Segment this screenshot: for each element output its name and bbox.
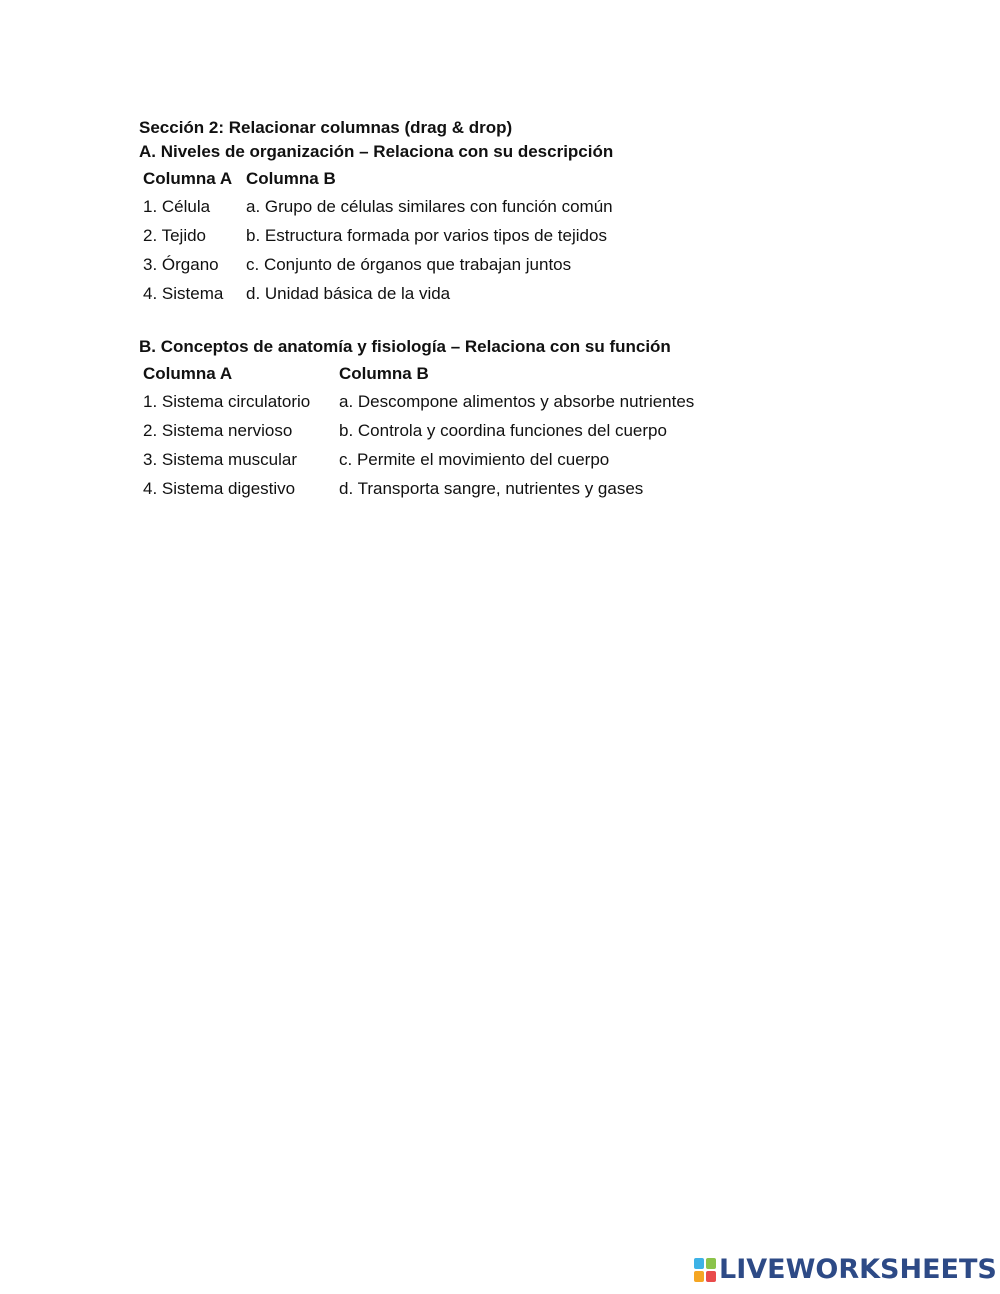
table-row: [139, 474, 698, 503]
column-a-item[interactable]: 2. Sistema nervioso: [143, 421, 293, 440]
table-row: [139, 221, 617, 250]
section-title: Sección 2: Relacionar columnas (drag & drop): [139, 118, 513, 137]
column-b-header: Columna B: [339, 364, 429, 383]
part-a-table: [139, 166, 617, 308]
table-row: [139, 279, 617, 308]
column-a-item[interactable]: 1. Sistema circulatorio: [143, 392, 311, 411]
table-header-row: [139, 361, 698, 387]
table-row: [139, 250, 617, 279]
table-row: [139, 416, 698, 445]
table-header-row: [139, 166, 617, 192]
column-a-item[interactable]: 1. Célula: [143, 197, 211, 216]
column-a-item[interactable]: 3. Órgano: [143, 255, 219, 274]
logo-tile: [706, 1271, 716, 1282]
column-a-item[interactable]: 4. Sistema digestivo: [143, 479, 296, 498]
column-b-item[interactable]: d. Unidad básica de la vida: [246, 284, 451, 303]
column-b-item[interactable]: b. Controla y coordina funciones del cuerpo: [339, 421, 667, 440]
column-b-item[interactable]: b. Estructura formada por varios tipos de tejidos: [246, 226, 607, 245]
table-row: [139, 387, 698, 416]
column-a-header: Columna A: [143, 169, 233, 188]
column-b-item[interactable]: a. Grupo de células similares con función común: [246, 197, 613, 216]
column-b-item[interactable]: c. Conjunto de órganos que trabajan juntos: [246, 255, 572, 274]
column-b-item[interactable]: a. Descompone alimentos y absorbe nutrientes: [339, 392, 695, 411]
part-b-title: B. Conceptos de anatomía y fisiología – Relaciona con su función: [139, 337, 671, 356]
column-a-item[interactable]: 3. Sistema muscular: [143, 450, 297, 469]
column-b-item[interactable]: d. Transporta sangre, nutrientes y gases: [339, 479, 644, 498]
column-a-item[interactable]: 2. Tejido: [143, 226, 207, 245]
logo-tile: [706, 1258, 716, 1269]
part-b-table: [139, 361, 698, 503]
table-row: [139, 192, 617, 221]
logo-tile: [694, 1271, 704, 1282]
table-row: [139, 445, 698, 474]
part-a-title: A. Niveles de organización – Relaciona con su descripción: [139, 142, 614, 161]
column-b-header: Columna B: [246, 169, 336, 188]
logo-mark-icon: [694, 1258, 716, 1282]
column-b-item[interactable]: c. Permite el movimiento del cuerpo: [339, 450, 610, 469]
column-a-header: Columna A: [143, 364, 233, 383]
logo-text: LIVEWORKSHEETS: [719, 1254, 997, 1285]
logo-tile: [694, 1258, 704, 1269]
column-a-item[interactable]: 4. Sistema: [143, 284, 224, 303]
liveworksheets-logo: [694, 1256, 997, 1284]
